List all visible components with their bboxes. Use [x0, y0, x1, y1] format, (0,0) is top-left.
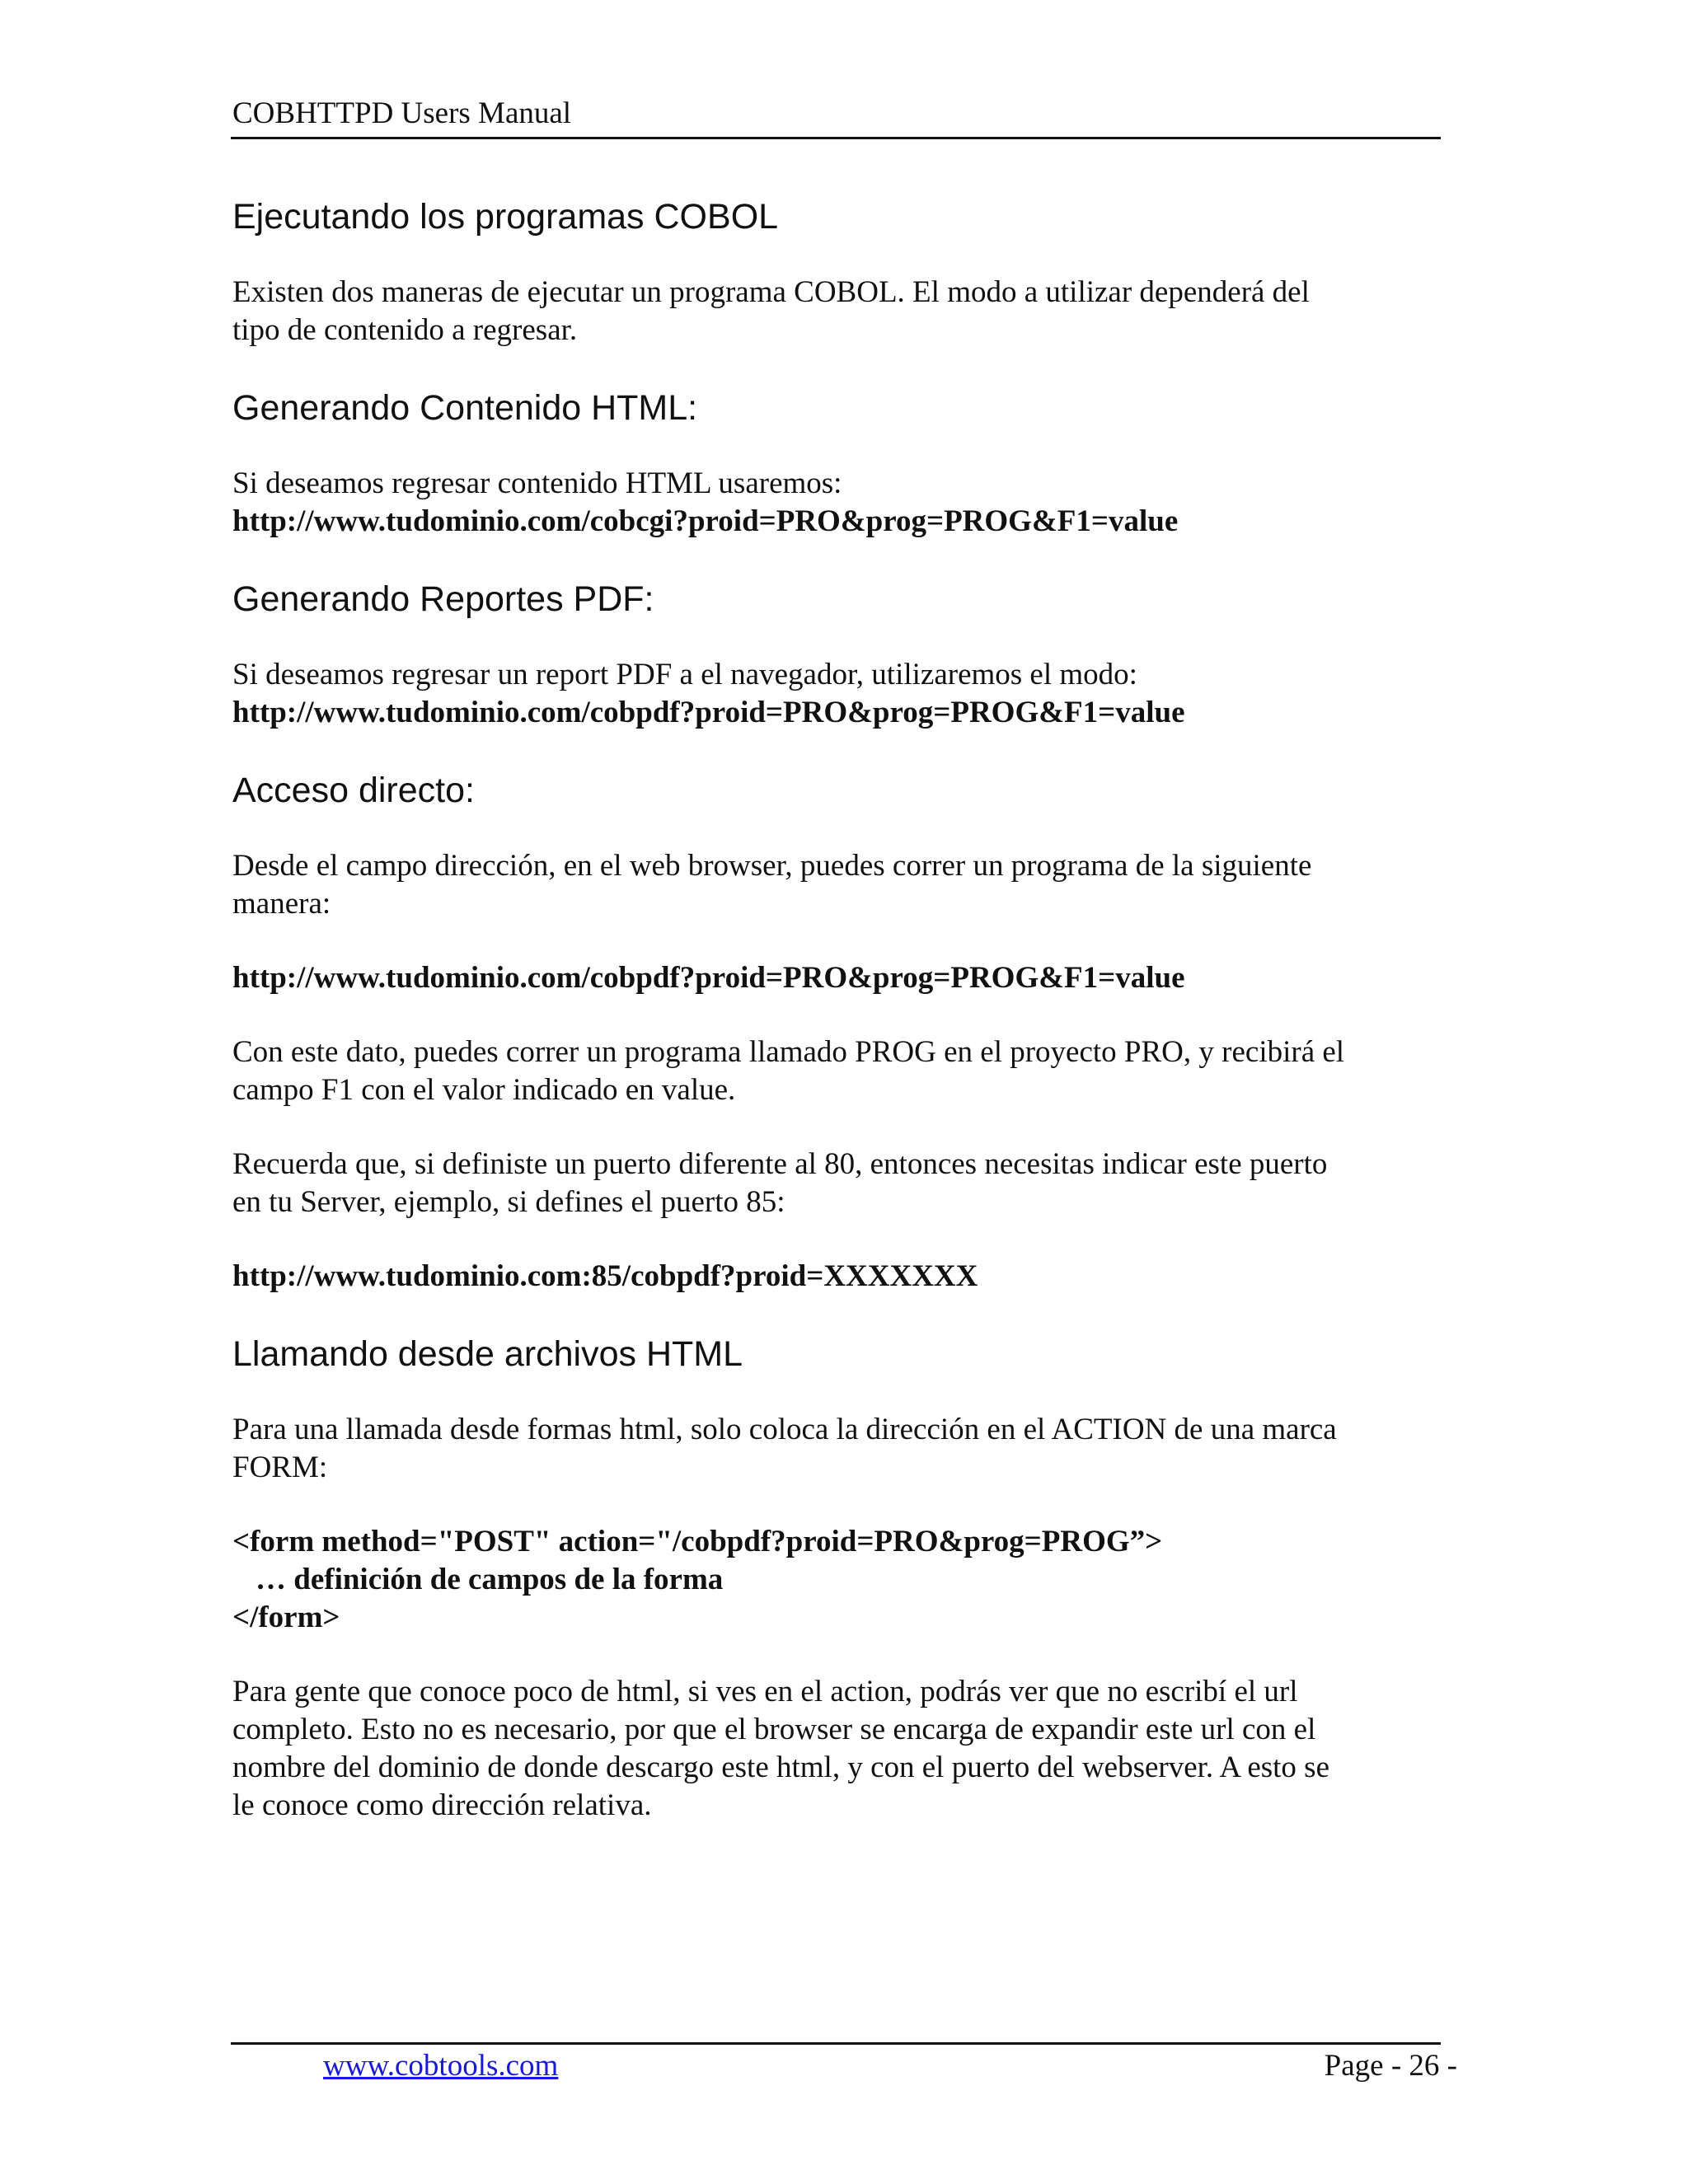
acceso-url-1: http://www.tudominio.com/cobpdf?proid=PRO&prog=PROG&F1=value — [232, 961, 1185, 995]
code-line-1: <form method="POST" action="/cobpdf?proid=PRO&prog=PROG”> — [232, 1525, 1163, 1558]
acceso-paragraph-3 — [232, 1146, 1444, 1221]
acceso-paragraph-2 — [232, 1033, 1444, 1109]
acceso-paragraph-1 — [232, 847, 1444, 923]
intro-line-2: tipo de contenido a regresar. — [232, 313, 578, 347]
acceso-p1-line-2: manera: — [232, 887, 331, 921]
llamando-p2-line-4: le conoce como dirección relativa. — [232, 1788, 652, 1822]
llamando-p2-line-1: Para gente que conoce poco de html, si ves en el action, podrás ver que no escribí el url — [232, 1675, 1298, 1708]
form-code-example — [232, 1523, 1444, 1637]
section-heading-acceso: Acceso directo: — [232, 771, 475, 810]
header-divider — [231, 137, 1441, 139]
page-content — [232, 194, 1444, 1861]
section-heading-llamando: Llamando desde archivos HTML — [232, 1334, 743, 1374]
section-heading-html: Generando Contenido HTML: — [232, 388, 698, 428]
html-text: Si deseamos regresar contenido HTML usaremos: — [232, 466, 842, 500]
footer-divider — [231, 2042, 1441, 2045]
page-number: Page - 26 - — [1324, 2049, 1457, 2083]
acceso-p3-line-2: en tu Server, ejemplo, si defines el puerto 85: — [232, 1185, 785, 1219]
llamando-p2-line-3: nombre del dominio de donde descargo este html, y con el puerto del webserver. A esto se — [232, 1750, 1329, 1784]
acceso-p2-line-2: campo F1 con el valor indicado en value. — [232, 1073, 736, 1107]
llamando-paragraph-1 — [232, 1411, 1444, 1487]
acceso-url-2: http://www.tudominio.com:85/cobpdf?proid=XXXXXXX — [232, 1259, 978, 1293]
intro-line-1: Existen dos maneras de ejecutar un programa COBOL. El modo a utilizar dependerá del — [232, 275, 1310, 309]
code-line-3: </form> — [232, 1601, 340, 1634]
llamando-p2-line-2: completo. Esto no es necesario, por que el browser se encarga de expandir este url con el — [232, 1713, 1316, 1746]
pdf-url: http://www.tudominio.com/cobpdf?proid=PRO&prog=PROG&F1=value — [232, 696, 1185, 729]
acceso-url-paragraph — [232, 959, 1444, 997]
acceso-url-2-paragraph — [232, 1258, 1444, 1296]
code-line-2: … definición de campos de la forma — [256, 1563, 724, 1596]
llamando-p1-line-2: FORM: — [232, 1451, 328, 1484]
llamando-p1-line-1: Para una llamada desde formas html, solo coloca la dirección en el ACTION de una marca — [232, 1413, 1337, 1446]
running-header-title: COBHTTPD Users Manual — [232, 96, 572, 130]
acceso-p3-line-1: Recuerda que, si definiste un puerto diferente al 80, entonces necesitas indicar este puerto — [232, 1147, 1328, 1181]
pdf-text: Si deseamos regresar un report PDF a el navegador, utilizaremos el modo: — [232, 658, 1137, 691]
section-heading-ejecutando: Ejecutando los programas COBOL — [232, 197, 779, 237]
acceso-p2-line-1: Con este dato, puedes correr un programa llamado PROG en el proyecto PRO, y recibirá el — [232, 1035, 1345, 1069]
acceso-p1-line-1: Desde el campo dirección, en el web browser, puedes correr un programa de la siguiente — [232, 849, 1312, 883]
llamando-paragraph-2 — [232, 1673, 1444, 1825]
pdf-paragraph — [232, 656, 1444, 732]
intro-paragraph — [232, 274, 1444, 349]
section-heading-pdf: Generando Reportes PDF: — [232, 579, 654, 619]
html-paragraph — [232, 465, 1444, 541]
html-url: http://www.tudominio.com/cobcgi?proid=PRO&prog=PROG&F1=value — [232, 504, 1179, 538]
footer-website-link[interactable]: www.cobtools.com — [323, 2049, 559, 2083]
